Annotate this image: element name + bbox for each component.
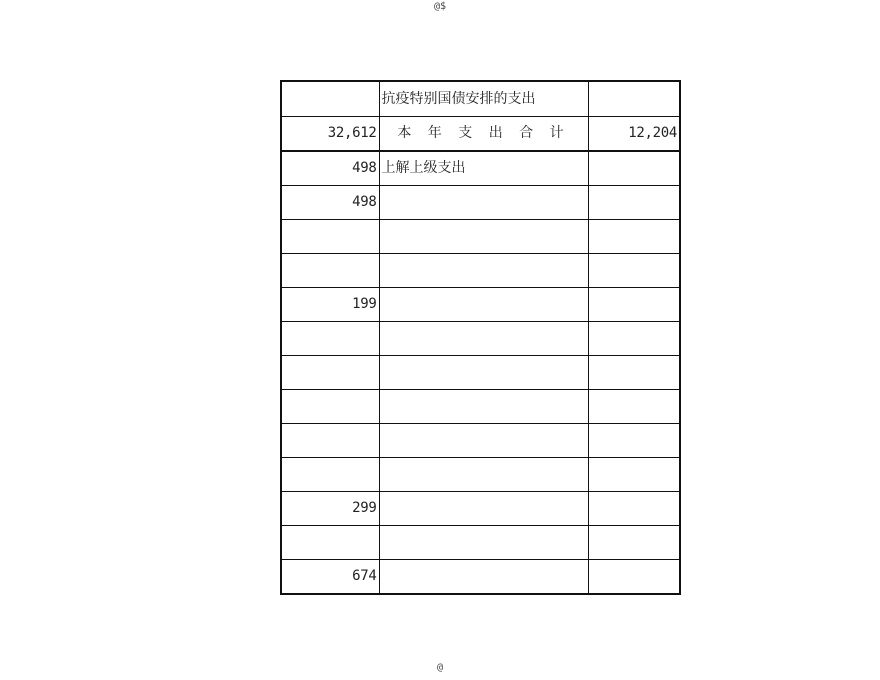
cell-left xyxy=(281,322,379,356)
table-row xyxy=(281,288,680,322)
table-row xyxy=(281,356,680,390)
cell-left xyxy=(281,81,379,117)
cell-left xyxy=(281,356,379,390)
cell-left: 674 xyxy=(281,560,379,595)
cell-right xyxy=(588,220,680,254)
table-row-title xyxy=(281,81,680,117)
cell-left xyxy=(281,424,379,458)
cell-left xyxy=(281,526,379,560)
cell-left xyxy=(281,254,379,288)
table-row xyxy=(281,560,680,595)
table-row-total xyxy=(281,117,680,152)
cell-right xyxy=(588,390,680,424)
page-header-mark: @$ xyxy=(433,1,447,12)
cell-right xyxy=(588,560,680,595)
cell-right xyxy=(588,424,680,458)
page-footer-mark: @ xyxy=(436,662,444,673)
cell-middle xyxy=(379,288,588,322)
cell-right xyxy=(588,81,680,117)
cell-middle xyxy=(379,322,588,356)
table-row xyxy=(281,492,680,526)
cell-middle xyxy=(379,526,588,560)
cell-middle xyxy=(379,186,588,220)
cell-middle xyxy=(379,220,588,254)
cell-middle xyxy=(379,356,588,390)
cell-middle xyxy=(379,492,588,526)
cell-right xyxy=(588,356,680,390)
cell-left xyxy=(281,390,379,424)
table-row xyxy=(281,186,680,220)
cell-left: 299 xyxy=(281,492,379,526)
table-row xyxy=(281,254,680,288)
cell-middle xyxy=(379,424,588,458)
cell-right xyxy=(588,254,680,288)
cell-right xyxy=(588,458,680,492)
cell-left-total: 32,612 xyxy=(281,117,379,152)
cell-left: 498 xyxy=(281,186,379,220)
cell-right xyxy=(588,322,680,356)
cell-left xyxy=(281,458,379,492)
cell-middle: 上解上级支出 xyxy=(379,151,588,186)
cell-right xyxy=(588,186,680,220)
cell-left: 498 xyxy=(281,151,379,186)
cell-middle xyxy=(379,458,588,492)
cell-right xyxy=(588,288,680,322)
table-row xyxy=(281,424,680,458)
cell-middle xyxy=(379,560,588,595)
expenditure-table xyxy=(280,80,681,595)
cell-left: 199 xyxy=(281,288,379,322)
cell-middle xyxy=(379,390,588,424)
cell-right-total: 12,204 xyxy=(588,117,680,152)
cell-right xyxy=(588,492,680,526)
table-row xyxy=(281,322,680,356)
cell-right xyxy=(588,151,680,186)
table-row xyxy=(281,458,680,492)
cell-middle-total-label: 本 年 支 出 合 计 xyxy=(379,117,588,152)
cell-left xyxy=(281,220,379,254)
table-row xyxy=(281,220,680,254)
table-row xyxy=(281,390,680,424)
table-row xyxy=(281,151,680,186)
table-row xyxy=(281,526,680,560)
cell-middle-title: 抗疫特别国债安排的支出 xyxy=(379,81,588,117)
cell-right xyxy=(588,526,680,560)
cell-middle xyxy=(379,254,588,288)
